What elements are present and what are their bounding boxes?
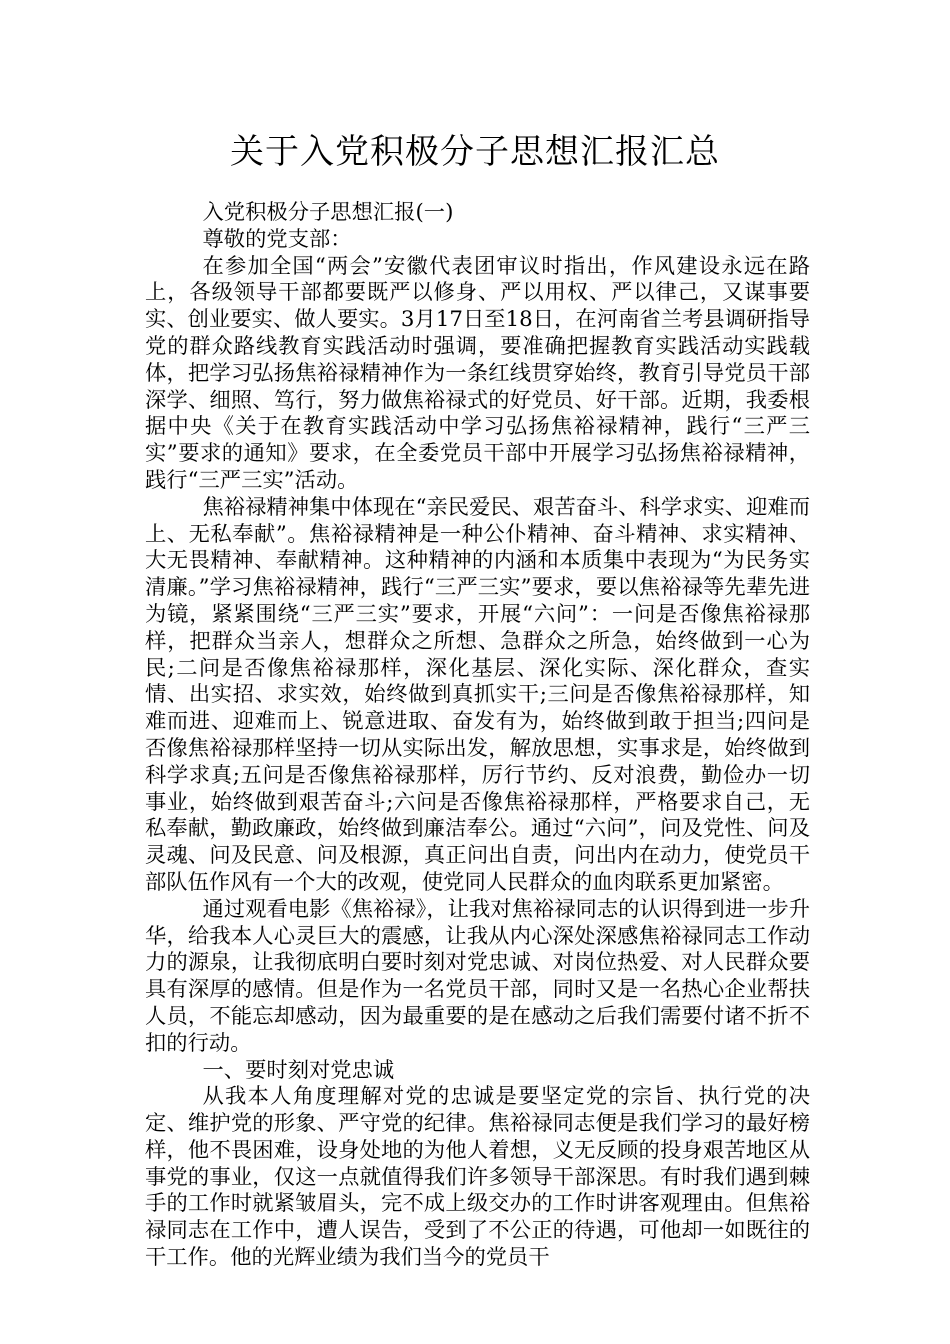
paragraph-3: 通过观看电影《焦裕禄》，让我对焦裕禄同志的认识得到进一步升华，给我本人心灵巨大的震感，让我从内心深处深感焦裕禄同志工作动力的源泉，让我彻底明白要时刻对党忠诚、对岗位热爱、对人民群众要具有深厚的感情。但是作为一名党员干部，同时又是一名热心企业帮扶人员，不能忘却感动，因为最重要的是在感动之后我们需要付诸不折不扣的行动。 [145,896,810,1056]
paragraph-2: 焦裕禄精神集中体现在“亲民爱民、艰苦奋斗、科学求实、迎难而上、无私奉献”。焦裕禄精神是一种公仆精神、奋斗精神、求实精神、大无畏精神、奉献精神。这种精神的内涵和本质集中表现为“为民务实清廉。”学习焦裕禄精神，践行“三严三实”要求，要以焦裕禄等先辈先进为镜，紧紧围绕“三严三实”要求，开展“六问”：一问是否像焦裕禄那样，把群众当亲人，想群众之所想、急群众之所急，始终做到一心为民;二问是否像焦裕禄那样，深化基层、深化实际、深化群众，查实情、出实招、求实效，始终做到真抓实干;三问是否像焦裕禄那样，知难而进、迎难而上、锐意进取、奋发有为，始终做到敢于担当;四问是否像焦裕禄那样坚持一切从实际出发，解放思想，实事求是，始终做到科学求真;五问是否像焦裕禄那样，厉行节约、反对浪费，勤俭办一切事业，始终做到艰苦奋斗;六问是否像焦裕禄那样，严格要求自己，无私奉献，勤政廉政，始终做到廉洁奉公。通过“六问”，问及党性、问及灵魂、问及民意、问及根源，真正问出自责，问出内在动力，使党员干部队伍作风有一个大的改观，使党同人民群众的血肉联系更加紧密。 [145,494,810,895]
paragraph-4: 从我本人角度理解对党的忠诚是要坚定党的宗旨、执行党的决定、维护党的形象、严守党的纪律。焦裕禄同志便是我们学习的最好榜样，他不畏困难，设身处地的为他人着想，义无反顾的投身艰苦地区从事党的事业，仅这一点就值得我们许多领导干部深思。有时我们遇到棘手的工作时就紧皱眉头，完不成上级交办的工作时讲客观理由。但焦裕禄同志在工作中，遭人误告，受到了不公正的待遇，可他却一如既往的干工作。他的光辉业绩为我们当今的党员干 [145,1084,810,1271]
paragraph-1: 在参加全国“两会”安徽代表团审议时指出，作风建设永远在路上，各级领导干部都要既严以修身、严以用权、严以律己，又谋事要实、创业要实、做人要实。3月17日至18日，在河南省兰考县调研指导党的群众路线教育实践活动时强调，要准确把握教育实践活动实践载体，把学习弘扬焦裕禄精神作为一条红线贯穿始终，教育引导党员干部深学、细照、笃行，努力做焦裕禄式的好党员、好干部。近期，我委根据中央《关于在教育实践活动中学习弘扬焦裕禄精神，践行“三严三实”要求的通知》要求，在全委党员干部中开展学习弘扬焦裕禄精神，践行“三严三实”活动。 [145,253,810,493]
salutation: 尊敬的党支部： [202,226,352,252]
subheading-1: 一、要时刻对党忠诚 [202,1057,395,1083]
section-heading: 入党积极分子思想汇报(一) [202,200,454,225]
document-body [145,200,810,1272]
document-title: 关于入党积极分子思想汇报汇总 [230,132,720,172]
